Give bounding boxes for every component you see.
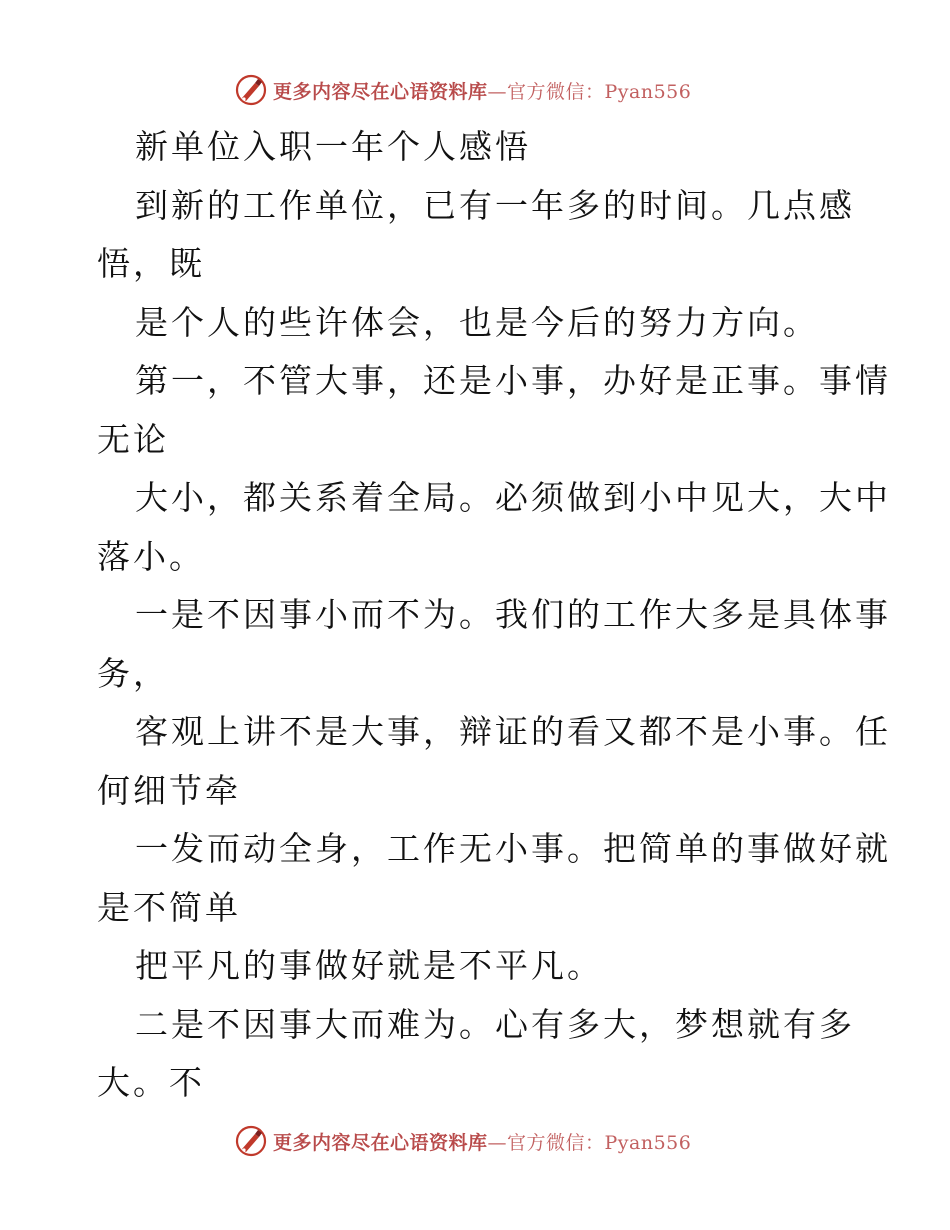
- paragraph-line: 客观上讲不是大事，辩证的看又都不是小事。任: [135, 712, 891, 751]
- banner-text: [273, 77, 691, 104]
- paragraph-line: 把平凡的事做好就是不平凡。: [135, 946, 603, 985]
- paragraph-line: 大小，都关系着全局。必须做到小中见大，大中: [135, 478, 891, 517]
- document-body: [97, 118, 891, 1113]
- footer-banner: [235, 1124, 755, 1158]
- paragraph-line: 到新的工作单位，已有一年多的时间。几点感: [135, 185, 855, 225]
- paragraph-line: 悟，既: [97, 244, 205, 283]
- paragraph-line: 是个人的些许体会，也是今后的努力方向。: [135, 302, 819, 342]
- banner-wechat-text: —官方微信：Pyan556: [487, 1131, 692, 1154]
- paragraph-line: 一是不因事小而不为。我们的工作大多是具体事: [135, 595, 891, 634]
- pen-logo-icon: [235, 74, 267, 106]
- paragraph-line: 务，: [97, 653, 169, 693]
- paragraph-line: 是不简单: [97, 887, 241, 927]
- header-banner: [235, 73, 755, 107]
- paragraph-line: 落小。: [97, 536, 205, 576]
- banner-main-text: 更多内容尽在心语资料库: [273, 80, 488, 103]
- paragraph-line: 一发而动全身，工作无小事。把简单的事做好就: [135, 829, 891, 868]
- banner-main-text: 更多内容尽在心语资料库: [273, 1131, 488, 1154]
- paragraph-line: 何细节牵: [97, 770, 241, 810]
- pen-logo-icon: [235, 1125, 267, 1157]
- paragraph-line: 大。不: [97, 1063, 205, 1102]
- paragraph-line: 二是不因事大而难为。心有多大，梦想就有多: [135, 1004, 855, 1044]
- paragraph-line: 第一，不管大事，还是小事，办好是正事。事情: [135, 361, 891, 400]
- document-title: 新单位入职一年个人感悟: [135, 127, 531, 166]
- banner-wechat-text: —官方微信：Pyan556: [487, 80, 692, 103]
- paragraph-line: 无论: [97, 419, 169, 459]
- banner-text: [273, 1128, 691, 1155]
